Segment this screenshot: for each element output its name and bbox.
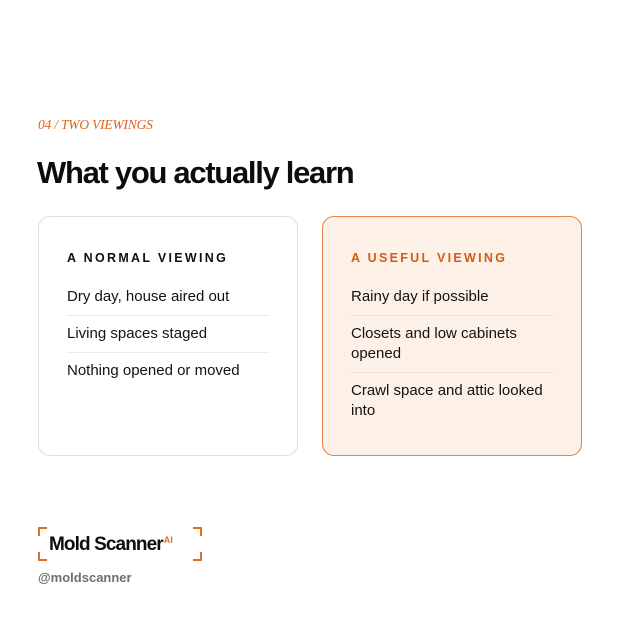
social-handle: @moldscanner	[38, 570, 132, 585]
frame-corner-icon	[38, 552, 47, 561]
section-eyebrow: 04 / TWO VIEWINGS	[38, 117, 153, 132]
list-item: Dry day, house aired out	[67, 279, 269, 316]
list-item: Closets and low cabinets opened	[351, 316, 553, 373]
page-title: What you actually learn	[37, 155, 354, 190]
list-item: Nothing opened or moved	[67, 362, 240, 379]
list-item: Rainy day if possible	[351, 279, 553, 316]
brand-ai-badge: AI	[163, 534, 173, 545]
list-item: Crawl space and attic looked into	[351, 382, 543, 419]
normal-viewing-list	[67, 279, 269, 389]
brand-logo	[38, 527, 202, 561]
frame-corner-icon	[193, 552, 202, 561]
list-item: Living spaces staged	[67, 316, 269, 353]
useful-viewing-list	[351, 279, 553, 429]
frame-corner-icon	[38, 527, 47, 536]
useful-viewing-card	[322, 216, 582, 456]
brand-wordmark	[49, 534, 173, 556]
normal-viewing-card	[38, 216, 298, 456]
normal-viewing-heading: A NORMAL VIEWING	[67, 251, 229, 265]
useful-viewing-heading: A USEFUL VIEWING	[351, 251, 508, 265]
brand-name: Mold Scanner	[49, 534, 163, 555]
frame-corner-icon	[193, 527, 202, 536]
